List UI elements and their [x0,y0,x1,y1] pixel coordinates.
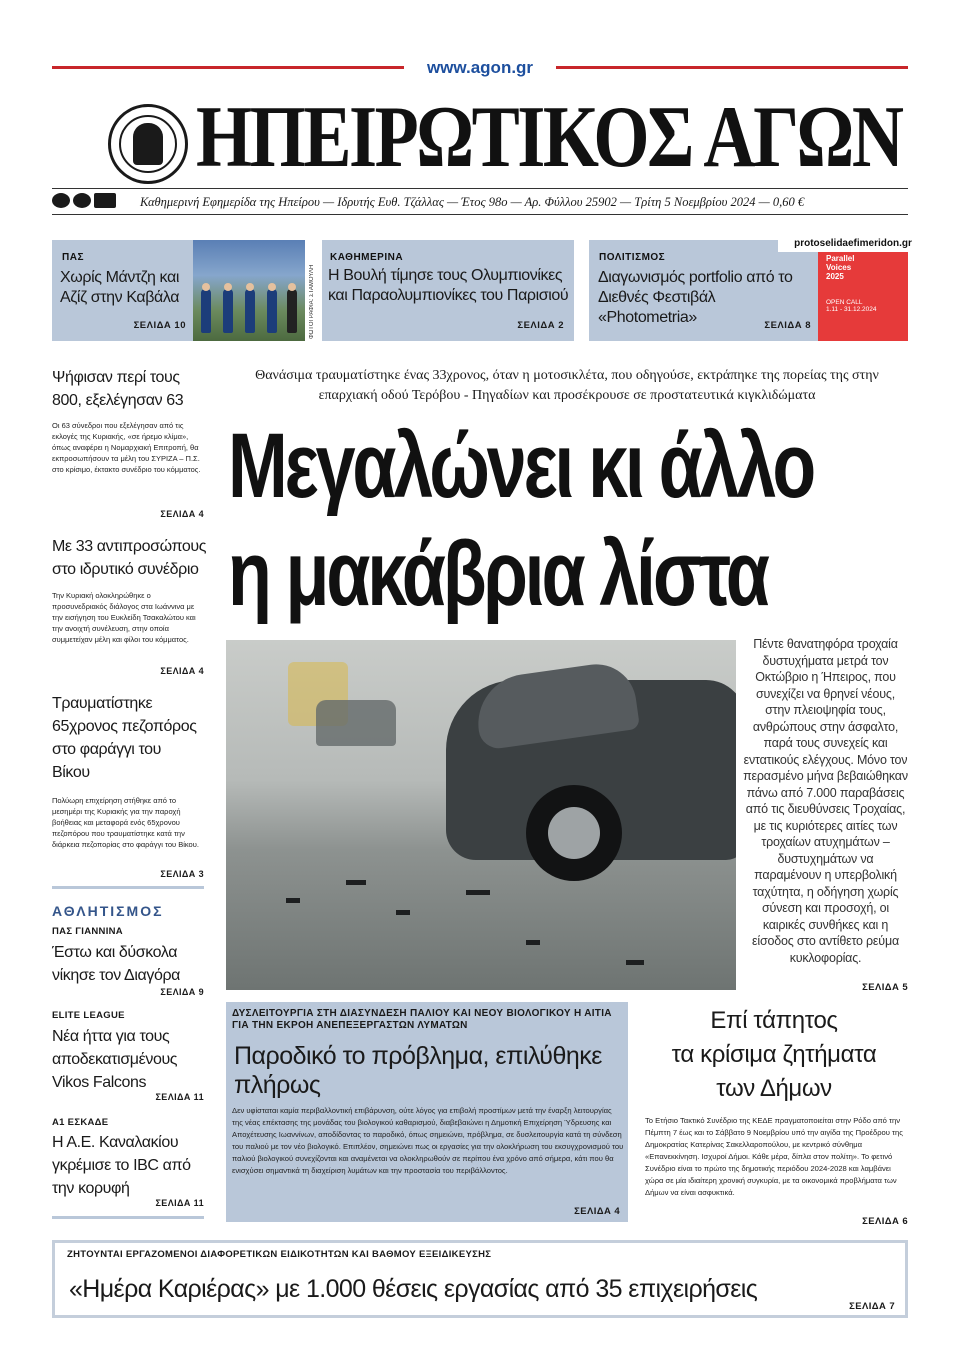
masthead-seal-logo [108,104,188,184]
kede-headline-line2[interactable]: τα κρίσιμα ζητήματα [671,1041,877,1068]
road-debris [466,890,490,895]
masthead-dateline: Καθημερινή Εφημερίδα της Ηπείρου — Ιδρυτής Ευθ. Τζάλλας — Έτος 98ο — Αρ. Φύλλου 25902 — Τρίτη 5 Νοεμβρίου 2024 — 0,60 € [140,195,805,209]
sports-section-title[interactable]: ΑΘΛΗΤΙΣΜΟΣ [52,903,164,919]
road-debris [526,940,540,945]
seal-figure [133,123,163,165]
kede-headline-line1[interactable]: Επί τάπητος [710,1007,838,1034]
sports-page-ref: ΣΕΛΙΔΑ 11 [155,1092,204,1102]
player-figure [201,289,211,333]
left-story-page-ref: ΣΕΛΙΔΑ 4 [160,509,204,519]
left-story-headline[interactable]: Με 33 αντιπροσώπους στο ιδρυτικό συνέδριο [52,538,207,578]
teaser-page-ref: ΣΕΛΙΔΑ 8 [764,320,811,331]
main-headline-line2[interactable]: η μακάβρια λίστα [228,523,767,625]
main-story-body: Πέντε θανατηφόρα τροχαία δυστυχήματα μετρά τον Οκτώβριο η Ήπειρος, που συνεχίζει να θρηνεί νέους, στην πλειοψηφία τους, ανθρώπους στην άσφαλτο, παρά τους συνεχείς και εντατικούς ελέγχους. Μόνο τον περασμένο μήνα βεβαιώθηκαν πάνω από 7.000 παραβάσεις από τις διευθύνσεις Τροχαίας, με τις κυριότερες αιτίες των τροχαίων ατυχημάτων – δυστυχημάτων να παραμένουν η υπερβολική ταχύτητα, η οδήγηση χωρίς σύνεση και προσοχή, οι καιρικές συνθήκες και η είσοδος στο αντίθετο ρεύμα κυκλοφορίας. [743,637,908,965]
left-story-body: Την Κυριακή ολοκληρώθηκε ο προσυνεδριακός διάλογος στα Ιωάννινα με την εισήγηση του Ευκλείδη Τσακαλώτου και την ανοιχτή συνέλευση, στην οποία συμμετείχαν μέλη και φίλοι του κόμματος. [52,591,196,644]
teaser-box-photometria[interactable] [589,240,818,341]
teaser-kicker: ΚΑΘΗΜΕΡΙΝΑ [330,252,404,263]
association-logo-icon [73,193,91,208]
road-debris [286,898,300,903]
sports-kicker: ELITE LEAGUE [52,1010,125,1021]
road-debris [396,910,410,915]
source-watermark: protoselidaefimeridon.gr [778,238,928,252]
association-logo-icon [94,193,116,208]
teaser-kicker: ΠΟΛΙΤΙΣΜΟΣ [599,252,666,263]
career-day-kicker: ΖΗΤΟΥΝΤΑΙ ΕΡΓΑΖΟΜΕΝΟΙ ΔΙΑΦΟΡΕΤΙΚΩΝ ΕΙΔΙΚΟΤΗΤΩΝ ΚΑΙ ΒΑΘΜΟΥ ΕΞΕΙΔΙΚΕΥΣΗΣ [67,1249,492,1260]
masthead-rule-bottom [52,214,908,215]
sports-headline[interactable]: Η Α.Ε. Καναλακίου γκρέμισε το IBC από την κορυφή [52,1134,191,1197]
masthead-association-logos [52,193,116,209]
main-story-subhead: Θανάσιμα τραυματίστηκε ένας 33χρονος, όταν η μοτοσικλέτα, που οδηγούσε, εκτράπηκε της πορείας της στην επαρχιακή οδού Τερόβου - Πηγαδίων και προσέκρουσε σε προστατευτικά κιγκλιδώματα [255,368,879,403]
player-figure [267,289,277,333]
teaser-page-ref: ΣΕΛΙΔΑ 2 [517,320,564,331]
teaser-kicker: ΠΑΣ [62,252,84,263]
masthead-rule-top [52,188,908,189]
football-players-photo [193,240,305,341]
career-day-page-ref: ΣΕΛΙΔΑ 7 [849,1301,895,1312]
sewage-body: Δεν υφίσταται καμία περιβαλλοντική επιβάρυνση, ούτε λόγος για επιβολή προστίμων μετά την έναρξη λειτουργίας της νέας επέκτασης της μονάδας του βιολογικού καθαρισμού, διαβεβαιώνει η Δημοτική Επιχείρηση Ύδρευσης και Αποχέτευσης Ιωαννίνων, αποδίδοντας το παροδικό, όπως σημειώνει, πρόβλημα, σε δυσλειτουργία κατά τη σύνδεση του παλιού με τον νέο βιολογικό. Επιπλέον, σημειώνει πως οι εργασίες για την ολοκλήρωση του εκσυγχρονισμού του παλιού βιολογικού συνεχίζονται και αναμένεται να ολοκληρωθούν σε περίπου ένα χρόνο από σήμερα, κάτι που θα ενισχύσει σημαντικά τη διαχείριση λυμάτων και την προστασία του περιβάλλοντος. [232,1106,624,1175]
player-head [202,283,210,291]
left-story-headline[interactable]: Ψήφισαν περί τους 800, εξελέγησαν 63 [52,369,184,409]
career-day-headline[interactable]: «Ημέρα Καριέρας» με 1.000 θέσεις εργασίας από 35 επιχειρήσεις [69,1275,758,1303]
poster-line: Voices [826,263,852,272]
player-head [246,283,254,291]
career-day-box[interactable] [52,1240,908,1318]
sports-headline[interactable]: Έστω και δύσκολα νίκησε τον Διαγόρα [52,944,181,984]
kede-page-ref: ΣΕΛΙΔΑ 6 [862,1216,908,1227]
car-wheel-rim [548,807,600,859]
sports-page-ref: ΣΕΛΙΔΑ 9 [160,987,204,997]
sewage-story-box[interactable] [226,1002,628,1222]
sports-kicker: ΠΑΣ ΓΙΑΝΝΙΝΑ [52,926,123,937]
teaser-box-parliament[interactable] [322,240,574,341]
sports-page-ref: ΣΕΛΙΔΑ 11 [155,1198,204,1208]
background-car [316,700,396,746]
road-debris [626,960,644,965]
teaser-headline[interactable]: Η Βουλή τίμησε τους Ολυμπιονίκες και Παραολυμπιονίκες του Παρισιού [328,267,569,304]
player-figure [245,289,255,333]
photo-credit: ΦΩΤΟΓΡΑΦΙΑ: ΣΤΑΜΟΥΛΗ [309,264,315,339]
poster-dates: 1.11 - 31.12.2024 [826,306,877,313]
player-head [224,283,232,291]
main-story-page-ref: ΣΕΛΙΔΑ 5 [862,982,908,993]
sports-divider [52,886,204,889]
left-story-headline[interactable]: Τραυματίστηκε 65χρονος πεζοπόρος στο φαράγγι του Βίκου [52,695,197,781]
poster-line: Parallel [826,254,855,263]
poster-open-call: OPEN CALL [826,299,863,306]
association-logo-icon [52,193,70,208]
poster-line: 2025 [826,272,844,281]
masthead-url[interactable]: www.agon.gr [404,58,556,78]
teaser-headline[interactable]: Χωρίς Μάντζη και Αζίζ στην Καβάλα [60,269,180,306]
left-story-page-ref: ΣΕΛΙΔΑ 3 [160,869,204,879]
sewage-headline[interactable]: Παροδικό το πρόβλημα, επιλύθηκε πλήρως [234,1042,602,1099]
main-headline-line1[interactable]: Μεγαλώνει κι άλλο [228,415,814,517]
teaser-box-pas[interactable] [52,240,193,341]
festival-poster [818,240,908,341]
sports-headline[interactable]: Νέα ήττα για τους αποδεκατισμένους Vikos Falcons [52,1028,178,1091]
left-story-page-ref: ΣΕΛΙΔΑ 4 [160,666,204,676]
player-figure [287,289,297,333]
kede-headline-line3[interactable]: των Δήμων [716,1075,832,1102]
kede-body: Το Ετήσιο Τακτικό Συνέδριο της ΚΕΔΕ πραγματοποιείται στην Ρόδο από την Πέμπτη 7 έως και το Σάββατο 9 Νοεμβρίου υπό την αιγίδα της Προέδρου της Δημοκρατίας Κατερίνας Σακελλαροπούλου, με κεντρικό σύνθημα «Επανεκκίνηση. Ισχυροί Δήμοι. Κάθε μέρα, δίπλα στον πολίτη». Το φετινό Συνέδριο είναι το πρώτο της δημοτικής περιόδου 2024-2028 και λαμβάνει χώρα σε μία ιδιαίτερη χρονική συγκυρία, με τα οικονομικά προβλήματα των Δήμων να είναι ασφυκτικά. [645,1116,903,1197]
left-story-body: Πολύωρη επιχείρηση στήθηκε από το μεσημέρι της Κυριακής για την παροχή βοήθειας και μεταφορά ενός 65χρονου πεζοπόρου που τραυματίστηκε κατά την διάρκεια πεζοπορίας στο φαράγγι του Βίκου. [52,796,199,849]
sewage-page-ref: ΣΕΛΙΔΑ 4 [574,1206,620,1217]
player-head [288,283,296,291]
sports-kicker: Α1 ΕΣΚΑΔΕ [52,1117,109,1128]
sewage-kicker: ΔΥΣΛΕΙΤΟΥΡΓΙΑ ΣΤΗ ΔΙΑΣΥΝΔΕΣΗ ΠΑΛΙΟΥ ΚΑΙ ΝΕΟΥ ΒΙΟΛΟΓΙΚΟΥ Η ΑΙΤΙΑ ΓΙΑ ΤΗΝ ΕΚΡΟΗ ΑΝΕΠΕΞΕΡΓΑΣΤΩΝ ΛΥΜΑΤΩΝ [232,1008,612,1031]
player-head [268,283,276,291]
teaser-headline[interactable]: Διαγωνισμός portfolio από το Διεθνές Φεστιβάλ «Photometria» [598,269,793,326]
road-debris [346,880,366,885]
teaser-page-ref: ΣΕΛΙΔΑ 10 [133,320,186,331]
car-crash-photo [226,640,736,990]
left-column-bottom-rule [52,1216,204,1219]
masthead-title: ΗΠΕΙΡΩΤΙΚΟΣ ΑΓΩΝ [196,89,902,186]
player-figure [223,289,233,333]
left-story-body: Οι 63 σύνεδροι που εξελέγησαν από τις εκλογές της Κυριακής, «σε ήρεμο κλίμα», όπως αναφέρει η Νομαρχιακή Επιτροπή, θα εκπροσωπήσουν τα μέλη του ΣΥΡΙΖΑ – Π.Σ. στο κρίσιμο, έκτακτο συνέδριο του κόμματος. [52,421,201,474]
